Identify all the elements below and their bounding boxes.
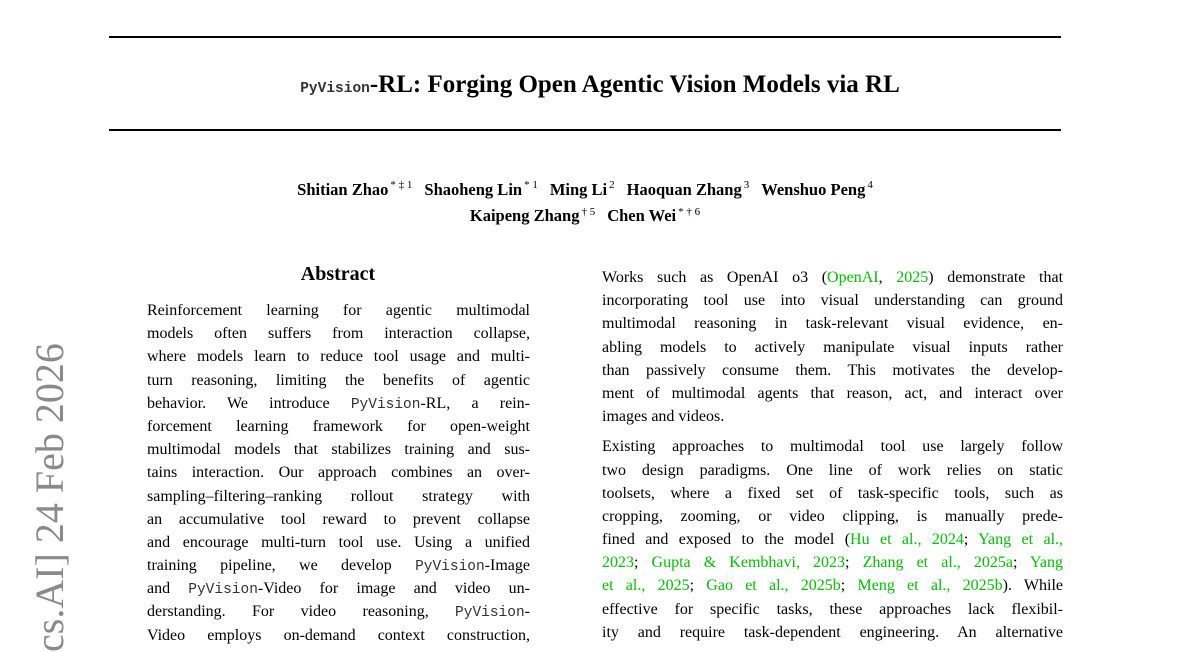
citation-link[interactable]: 2023 xyxy=(602,554,634,572)
text-span: models often suffers from interaction collapse, xyxy=(147,325,530,343)
text-span: sampling–filtering–ranking rollout strategy with xyxy=(147,487,530,505)
text-span: toolsets, where a fixed set of task-specific tools, such as xyxy=(602,484,1063,502)
text-span: forcement learning framework for open-weight xyxy=(147,417,530,435)
text-line xyxy=(147,461,530,484)
text-line xyxy=(147,392,530,415)
text-span: - xyxy=(524,603,530,621)
citation-link[interactable]: OpenAI xyxy=(827,269,879,286)
author-name: Shaoheng Lin $^{* 1}$ xyxy=(424,179,538,199)
text-span: derstanding. For video reasoning, xyxy=(147,603,456,621)
text-span: ; xyxy=(634,554,652,572)
text-line xyxy=(602,266,1063,289)
text-span: multimodal reasoning in task-relevant visual evidence, en- xyxy=(602,315,1063,333)
text-span: , xyxy=(878,269,897,286)
text-line xyxy=(147,531,530,554)
citation-link[interactable]: 2025 xyxy=(896,269,929,286)
abstract-heading: Abstract xyxy=(300,263,376,285)
text-span: Works such as OpenAI o3 ( xyxy=(602,269,828,286)
text-span: training pipeline, we develop xyxy=(147,557,416,575)
text-span: effective for specific tasks, these approaches lack flexibil- xyxy=(602,600,1063,618)
affiliation-marker: * † 6 xyxy=(678,205,701,218)
top-rule xyxy=(109,36,1061,38)
text-span: an accumulative tool reward to prevent collapse xyxy=(147,510,530,528)
arxiv-side-stamp: cs.AI] 24 Feb 2026 xyxy=(27,343,72,652)
citation-link[interactable]: et al., 2025 xyxy=(602,577,690,595)
text-line xyxy=(147,345,530,368)
intro-body xyxy=(602,266,1063,651)
text-line xyxy=(602,359,1063,382)
text-span: ity and require task-dependent engineering. An alternative xyxy=(602,623,1063,641)
text-line xyxy=(147,508,530,531)
code-name: PyVision xyxy=(188,582,258,599)
text-span: ; xyxy=(963,531,979,549)
text-line xyxy=(147,485,530,508)
text-line xyxy=(602,382,1063,405)
text-span: where models learn to reduce tool usage and multi- xyxy=(147,348,530,366)
paper-title xyxy=(0,68,1200,106)
author-name: Ming Li $^2$ xyxy=(549,179,615,199)
citation-link[interactable]: Gao et al., 2025b xyxy=(706,577,841,595)
text-line xyxy=(602,598,1063,621)
affiliation-marker: * 1 xyxy=(524,179,538,191)
citation-link[interactable]: Hu et al., 2024 xyxy=(850,531,964,549)
text-line xyxy=(147,600,530,623)
text-line xyxy=(602,621,1063,644)
citation-link[interactable]: Zhang et al., 2025a xyxy=(862,554,1013,572)
affiliation-marker: * ‡ 1 xyxy=(390,179,413,191)
text-span: ). While xyxy=(1002,577,1063,595)
affiliation-marker: 3 xyxy=(743,179,750,191)
text-span: behavior. We introduce xyxy=(147,394,351,412)
text-span: ; xyxy=(1012,554,1030,572)
author-line-2 xyxy=(0,201,1170,228)
text-span: -Video for image and video un- xyxy=(257,580,530,598)
author-name: Chen Wei $^{* \dagger 6}$ xyxy=(607,205,701,225)
author-name: Shitian Zhao $^{* \ddagger 1}$ xyxy=(297,179,413,199)
text-span: -RL, a rein- xyxy=(420,394,530,412)
affiliation-marker: † 5 xyxy=(581,205,596,218)
text-line xyxy=(147,624,530,647)
citation-link[interactable]: Yang et al., xyxy=(978,531,1063,549)
affiliation-marker: 4 xyxy=(867,179,873,191)
abstract-body xyxy=(147,299,530,647)
text-span: ; xyxy=(689,577,707,595)
text-span: ; xyxy=(845,554,863,572)
author-name: Haoquan Zhang $^3$ xyxy=(626,179,750,199)
text-line xyxy=(602,574,1063,597)
author-line-1 xyxy=(0,174,1170,201)
text-line xyxy=(602,459,1063,482)
title-rest: -RL: Forging Open Agentic Vision Models via RL xyxy=(369,71,900,98)
text-line xyxy=(602,289,1063,312)
text-span: ) demonstrate that xyxy=(928,269,1063,286)
author-name: Wenshuo Peng $^4$ xyxy=(761,179,873,199)
text-line xyxy=(602,505,1063,528)
text-span: Video employs on-demand context construction, xyxy=(147,626,530,644)
text-span: multimodal models that stabilizes training and sus- xyxy=(147,441,530,459)
text-span: -Image xyxy=(484,557,530,575)
paragraph xyxy=(602,266,1063,428)
text-span: turn reasoning, limiting the benefits of agentic xyxy=(147,371,530,389)
text-span: ment of multimodal agents that reason, act, and interact over xyxy=(602,384,1063,402)
paragraph xyxy=(602,435,1063,644)
text-line xyxy=(147,577,530,600)
text-span: incorporating tool use into visual understanding can ground xyxy=(602,292,1063,310)
citation-link[interactable]: Meng et al., 2025b xyxy=(857,577,1003,595)
text-span: ; xyxy=(840,577,858,595)
text-span: tains interaction. Our approach combines an over- xyxy=(147,464,530,482)
text-span: Reinforcement learning for agentic multimodal xyxy=(147,302,530,319)
text-span: and encourage multi-turn tool use. Using a unified xyxy=(147,533,530,551)
text-line xyxy=(147,415,530,438)
text-line xyxy=(602,312,1063,335)
text-span: images and videos. xyxy=(602,408,725,426)
text-span: and xyxy=(147,580,189,598)
bottom-rule xyxy=(109,129,1061,131)
code-name: PyVision xyxy=(455,605,525,622)
code-name: PyVision xyxy=(415,559,485,576)
text-line xyxy=(602,435,1063,458)
text-line xyxy=(602,336,1063,359)
author-name: Kaipeng Zhang $^{\dagger 5}$ xyxy=(469,205,596,225)
text-span: than passively consume them. This motivates the develop- xyxy=(602,361,1063,379)
text-line xyxy=(602,551,1063,574)
text-span: cropping, zooming, or video clipping, is manually prede- xyxy=(602,507,1063,525)
citation-link[interactable]: Yang xyxy=(1029,554,1063,572)
text-line xyxy=(147,299,530,322)
code-name: PyVision xyxy=(350,396,421,413)
text-line xyxy=(147,322,530,345)
text-span: fined and exposed to the model ( xyxy=(602,531,851,549)
text-line xyxy=(602,405,1063,428)
text-line xyxy=(147,554,530,577)
affiliation-marker: 2 xyxy=(609,179,615,191)
text-line xyxy=(147,369,530,392)
title-mono-part: PyVision xyxy=(300,81,370,97)
citation-link[interactable]: Gupta & Kembhavi, 2023 xyxy=(651,554,846,572)
author-list xyxy=(0,174,1170,227)
text-line xyxy=(602,528,1063,551)
text-line xyxy=(602,482,1063,505)
text-line xyxy=(147,438,530,461)
text-span: two design paradigms. One line of work relies on static xyxy=(602,461,1063,479)
text-span: abling models to actively manipulate visual inputs rather xyxy=(602,338,1063,356)
text-span: Existing approaches to multimodal tool use largely follow xyxy=(602,438,1063,456)
